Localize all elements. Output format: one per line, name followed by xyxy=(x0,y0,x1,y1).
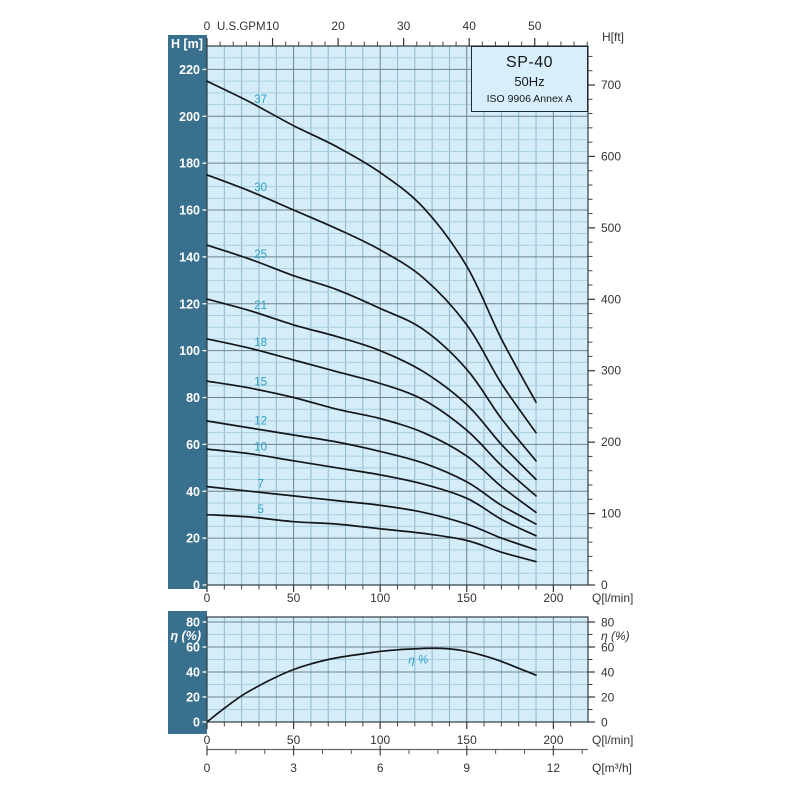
eff-bottom-axis-lmin xyxy=(204,722,634,747)
m-tick-label: 140 xyxy=(179,250,200,265)
eta-tick-label: 20 xyxy=(186,690,200,705)
lmin-tick-label: 50 xyxy=(286,591,301,605)
gpm-tick-label: 50 xyxy=(528,19,542,33)
title-box xyxy=(471,46,588,112)
ft-tick-label: 600 xyxy=(601,149,622,164)
m3h-tick-label: 9 xyxy=(463,761,471,775)
ft-tick-label: 200 xyxy=(601,435,622,450)
eta-tick-label-right: 80 xyxy=(601,615,615,630)
ft-tick-label: 400 xyxy=(601,292,622,307)
pump-model: SP-40 xyxy=(506,53,553,71)
eff-y-axis-title-left: η (%) xyxy=(170,629,201,643)
pump-standard: ISO 9906 Annex A xyxy=(486,92,573,105)
eta-tick-label: 80 xyxy=(186,615,200,630)
bottom-axis-m3h xyxy=(204,746,632,776)
m-tick-label: 0 xyxy=(193,578,200,593)
main-y-axis-title: H [m] xyxy=(171,37,203,51)
lmin-tick-label: 0 xyxy=(203,591,211,605)
m-tick-label: 80 xyxy=(186,391,200,406)
main-bottom-axis-unit-label: Q[l/min] xyxy=(592,591,634,605)
gpm-tick-label: 10 xyxy=(265,19,280,33)
lmin-tick-label: 50 xyxy=(286,733,301,747)
lmin-tick-label: 200 xyxy=(543,591,564,605)
eff-bottom-axis-unit-label: Q[l/min] xyxy=(592,733,634,747)
right-axis-ft xyxy=(588,30,624,592)
stage-count-label-25: 25 xyxy=(254,249,268,262)
ft-tick-label: 300 xyxy=(601,363,622,378)
lmin-tick-label: 100 xyxy=(370,591,391,605)
m-tick-label: 120 xyxy=(179,297,200,312)
m3h-tick-label: 0 xyxy=(203,761,211,775)
eta-tick-label-right: 40 xyxy=(601,665,615,680)
eta-tick-label-right: 60 xyxy=(601,640,615,655)
top-axis-unit-label: U.S.GPM xyxy=(217,21,266,33)
eta-tick-label-right: 20 xyxy=(601,690,615,705)
eta-tick-label-right: 0 xyxy=(601,715,608,730)
lmin-tick-label: 100 xyxy=(370,733,391,747)
eta-tick-label: 60 xyxy=(186,640,200,655)
eta-tick-label: 0 xyxy=(193,715,200,730)
m-tick-label: 220 xyxy=(179,62,200,77)
gpm-tick-label: 0 xyxy=(203,19,211,33)
stage-count-label-21: 21 xyxy=(254,300,268,313)
ft-tick-label: 700 xyxy=(601,77,622,92)
stage-count-label-18: 18 xyxy=(254,337,268,350)
m3h-axis-unit-label: Q[m³/h] xyxy=(592,761,633,775)
m-tick-label: 60 xyxy=(186,437,200,452)
m-tick-label: 20 xyxy=(186,531,200,546)
stage-count-label-10: 10 xyxy=(254,441,268,454)
m-tick-label: 200 xyxy=(179,109,200,124)
eta-tick-label: 40 xyxy=(186,665,200,680)
gpm-tick-label: 20 xyxy=(331,19,345,33)
stage-count-label-15: 15 xyxy=(254,376,268,389)
lmin-tick-label: 150 xyxy=(456,733,477,747)
eta-curve-label: η % xyxy=(408,654,429,667)
eff-y-axis-title-right: η (%) xyxy=(601,629,630,643)
ft-tick-label: 500 xyxy=(601,220,622,235)
ft-tick-label: 0 xyxy=(601,578,608,592)
pump-frequency: 50Hz xyxy=(514,73,545,89)
m-tick-label: 100 xyxy=(179,344,200,359)
stage-count-label-30: 30 xyxy=(254,181,268,194)
stage-count-label-5: 5 xyxy=(257,504,264,517)
m3h-tick-label: 6 xyxy=(376,761,384,775)
m-tick-label: 160 xyxy=(179,203,200,218)
gpm-tick-label: 30 xyxy=(396,19,411,33)
right-axis-unit-label: H[ft] xyxy=(602,30,625,44)
lmin-tick-label: 200 xyxy=(543,733,564,747)
stage-count-label-12: 12 xyxy=(254,415,268,428)
top-axis-gpm xyxy=(204,19,588,46)
ft-tick-label: 100 xyxy=(601,506,622,521)
m-tick-label: 40 xyxy=(186,484,200,499)
lmin-tick-label: 0 xyxy=(203,733,211,747)
lmin-tick-label: 150 xyxy=(456,591,477,605)
m3h-tick-label: 12 xyxy=(546,761,561,775)
m3h-tick-label: 3 xyxy=(290,761,297,775)
stage-count-label-37: 37 xyxy=(254,93,268,106)
main-bottom-axis-lmin xyxy=(204,585,634,605)
m-tick-label: 180 xyxy=(179,156,200,171)
stage-count-label-7: 7 xyxy=(257,478,264,491)
gpm-tick-label: 40 xyxy=(462,19,476,33)
